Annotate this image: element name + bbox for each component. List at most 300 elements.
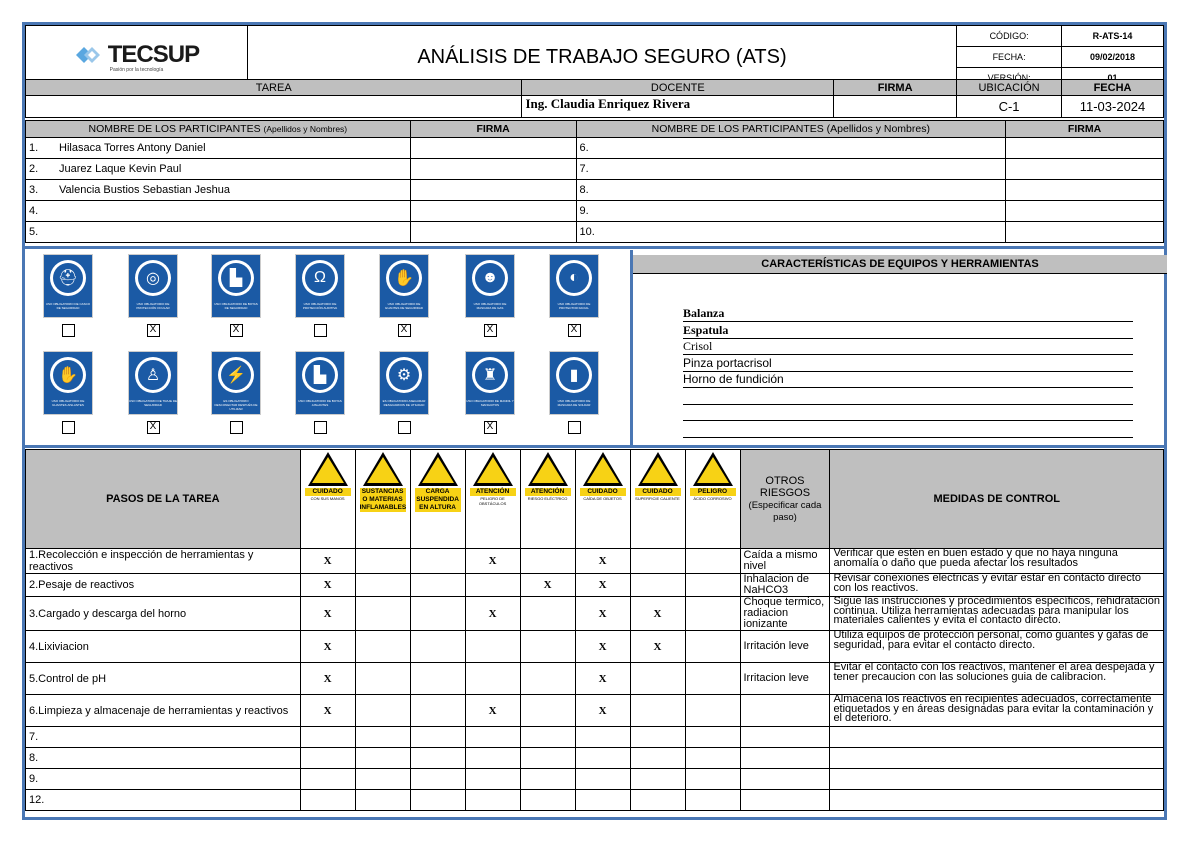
hazard-mark[interactable] [685, 790, 740, 811]
ppe-label: USO OBLIGATORIO DE TRAJE DE SEGURIDAD [129, 399, 178, 407]
participant-num: 4. [29, 205, 39, 217]
otros-riesgos[interactable] [740, 748, 830, 769]
hazard-mark[interactable] [410, 549, 465, 574]
apron-icon-glyph: ♜ [475, 360, 505, 390]
ppe-sign [208, 254, 264, 337]
otros-riesgos[interactable]: Choque termico, radiacion ionizante [740, 597, 830, 631]
participants-header-sub: (Apellidos y Nombres) [263, 124, 348, 134]
hazard-mark[interactable]: X [300, 663, 355, 695]
hazard-mark[interactable]: X [300, 631, 355, 663]
ubicacion-label: UBICACIÓN [957, 80, 1062, 96]
form-title: ANÁLISIS DE TRABAJO SEGURO (ATS) [247, 26, 956, 89]
hazard-header-cell [355, 450, 410, 549]
hazard-mark[interactable] [355, 790, 410, 811]
hazard-mark[interactable]: X [575, 549, 630, 574]
guards-icon-glyph: ⚙ [389, 360, 419, 390]
hazard-sub: CAÍDA DE OBJETOS [583, 496, 622, 501]
participant-num: 8. [579, 184, 589, 196]
apron-icon [465, 351, 515, 415]
hazard-mark[interactable] [410, 790, 465, 811]
hazard-mark[interactable] [355, 769, 410, 790]
ear-protection-icon-glyph: Ω [305, 263, 335, 293]
otros-riesgos[interactable] [740, 727, 830, 748]
ppe-checkbox[interactable] [314, 421, 327, 434]
hazard-mark[interactable] [630, 663, 685, 695]
hazard-mark[interactable] [410, 695, 465, 727]
hazard-mark[interactable]: X [575, 695, 630, 727]
gas-mask-icon [465, 254, 515, 318]
participant-num: 10. [579, 226, 595, 238]
hazard-mark[interactable] [465, 790, 520, 811]
hazard-mark[interactable] [465, 663, 520, 695]
participant-num: 7. [579, 163, 589, 175]
hazard-mark[interactable]: X [465, 597, 520, 631]
hazard-mark[interactable] [520, 663, 575, 695]
hazard-mark[interactable] [520, 790, 575, 811]
ppe-section [25, 250, 630, 445]
face-shield-icon [549, 254, 599, 318]
tecsup-logo-icon [74, 44, 104, 66]
hand-crush-icon [304, 450, 352, 514]
hazard-mark[interactable] [630, 769, 685, 790]
equipment-section [630, 250, 1167, 445]
hazard-mark[interactable]: X [575, 663, 630, 695]
ppe-label: USO OBLIGATORIO DE GUANTES AISLANTES [51, 399, 85, 407]
ppe-sign [462, 351, 518, 434]
hazard-header-cell [630, 450, 685, 549]
goggles-icon [128, 254, 178, 318]
medida-control[interactable]: Verificar que estén en buen estado y que no haya ninguna anomalía o daño que pueda afectar los resultados [830, 549, 1164, 574]
ppe-checkbox[interactable] [62, 421, 75, 434]
hazard-header-cell [465, 450, 520, 549]
face-shield-icon-glyph: ◐ [559, 263, 589, 293]
trip-hazard-icon [469, 450, 517, 514]
ppe-sign [125, 254, 181, 337]
ppe-sign [546, 351, 602, 434]
hazard-title: CUIDADO [580, 488, 626, 496]
hazard-title: CARGA SUSPENDIDA EN ALTURA [416, 488, 459, 511]
step-name[interactable]: 9. [26, 769, 301, 790]
hazard-mark[interactable] [465, 727, 520, 748]
ppe-checkbox[interactable]: X [484, 421, 497, 434]
falling-objects-icon [579, 450, 627, 514]
hazard-mark[interactable] [410, 769, 465, 790]
step-name[interactable]: 3.Cargado y descarga del horno [26, 597, 301, 631]
hazard-mark[interactable] [520, 597, 575, 631]
medida-control[interactable] [830, 769, 1164, 790]
hazard-sub: SUPERFICIE CALIENTE [635, 496, 680, 501]
ppe-label: ES OBLIGATORIO DESCONECTAR DESPUÉS DE UTILIZAR [214, 399, 258, 411]
ppe-checkbox[interactable]: X [147, 421, 160, 434]
helmet-icon-glyph: ⛑ [53, 263, 83, 293]
step-name[interactable]: 2.Pesaje de reactivos [26, 574, 301, 597]
participant-num: 5. [29, 226, 39, 238]
insulated-boots-icon [295, 351, 345, 415]
hazard-mark[interactable] [465, 769, 520, 790]
guards-icon [379, 351, 429, 415]
ppe-checkbox[interactable] [398, 421, 411, 434]
fecha-field[interactable]: 11-03-2024 [1062, 96, 1164, 118]
step-row [26, 574, 1164, 597]
hazard-mark[interactable] [520, 748, 575, 769]
otros-riesgos[interactable]: Inhalacion de NaHCO3 [740, 574, 830, 597]
ppe-sign [376, 254, 432, 337]
medida-control[interactable]: Evitar el contacto con los reactivos, mantener el area despejada y tener precaucion con las soluciones guia de calibracion. [830, 663, 1164, 695]
participant-signature[interactable] [410, 159, 576, 180]
hazard-mark[interactable]: X [630, 631, 685, 663]
otros-header-title: OTROS RIESGOS [759, 475, 811, 499]
step-name[interactable]: 7. [26, 727, 301, 748]
ppe-label: USO OBLIGATORIO DE MASCARA DE SOLDAR [557, 399, 591, 407]
hazard-header-cell [575, 450, 630, 549]
ppe-label: USO OBLIGATORIO DE CASCO DE SEGURIDAD [45, 302, 91, 310]
medida-control[interactable]: Sigue las instrucciones y procedimientos específicos, rehidratacion continua. Utiliza herramientas adecuadas para manipular los materiales calientes y evita el contacto directo. [830, 597, 1164, 631]
participant-row[interactable] [26, 138, 411, 159]
hazard-mark[interactable] [685, 549, 740, 574]
gas-mask-icon-glyph: ☻ [475, 263, 505, 293]
hazard-mark[interactable]: X [300, 597, 355, 631]
boots-icon-glyph: ▙ [221, 263, 251, 293]
firma-field[interactable] [834, 96, 957, 118]
step-row [26, 695, 1164, 727]
otros-riesgos[interactable]: Irritacion leve [740, 663, 830, 695]
disconnect-icon [211, 351, 261, 415]
hazard-mark[interactable] [685, 663, 740, 695]
participants-header-right [576, 121, 1006, 138]
ppe-label: USO OBLIGATORIO DE BOTAS AISLANTES [298, 399, 342, 407]
participant-num: 1. [29, 142, 39, 154]
step-name[interactable]: 6.Limpieza y almacenaje de herramientas y reactivos [26, 695, 301, 727]
ppe-checkbox[interactable] [230, 421, 243, 434]
hazard-mark[interactable] [630, 549, 685, 574]
participant-row[interactable] [26, 222, 411, 243]
hazard-mark[interactable] [685, 727, 740, 748]
hazard-mark[interactable] [630, 748, 685, 769]
ppe-sign [40, 351, 96, 434]
hazard-mark[interactable] [685, 748, 740, 769]
otros-riesgos[interactable] [740, 695, 830, 727]
hazard-mark[interactable] [465, 574, 520, 597]
ppe-checkbox[interactable] [314, 324, 327, 337]
ppe-label: USO OBLIGATORIO DE MASCARA DE GAS [473, 302, 507, 310]
ats-form [22, 22, 1167, 820]
codigo-value: R-ATS-14 [1062, 26, 1164, 47]
disconnect-icon-glyph: ⚡ [221, 360, 251, 390]
version-value: 01 [1062, 68, 1164, 89]
hazard-mark[interactable] [685, 769, 740, 790]
participants-firma-header-right: FIRMA [1006, 121, 1164, 138]
equipment-header: CARACTERÍSTICAS DE EQUIPOS Y HERRAMIENTAS [633, 255, 1167, 274]
ppe-checkbox[interactable] [62, 324, 75, 337]
ppe-checkbox[interactable]: X [147, 324, 160, 337]
participant-name: Juarez Laque Kevin Paul [59, 163, 182, 175]
hazard-sub: PELIGRO DE OBSTÁCULOS [478, 496, 507, 506]
equipment-item[interactable] [683, 421, 1133, 438]
medida-control[interactable]: Revisar conexiones electricas y evitar estar en contacto directo con los reactivos. [830, 574, 1164, 597]
ppe-checkbox[interactable]: X [568, 324, 581, 337]
participant-signature[interactable] [410, 222, 576, 243]
ppe-checkbox[interactable]: X [230, 324, 243, 337]
hazard-sub: RIESGO ELÉCTRICO [527, 496, 568, 501]
hazard-mark[interactable]: X [630, 597, 685, 631]
hazard-title: ATENCIÓN [470, 488, 516, 496]
hazard-title: CUIDADO [305, 488, 351, 496]
fecha-label: FECHA: [957, 47, 1062, 68]
hazard-mark[interactable] [355, 663, 410, 695]
hazard-header-cell [300, 450, 355, 549]
hazard-mark[interactable] [520, 769, 575, 790]
participant-row[interactable] [26, 180, 411, 201]
step-row [26, 748, 1164, 769]
participant-row[interactable] [576, 201, 1006, 222]
otros-riesgos[interactable]: Caída a mismo nivel [740, 549, 830, 574]
hazard-mark[interactable] [520, 549, 575, 574]
goggles-icon-glyph: ◎ [138, 263, 168, 293]
welding-mask-icon [549, 351, 599, 415]
step-row [26, 597, 1164, 631]
ppe-sign [292, 254, 348, 337]
hazard-mark[interactable] [520, 631, 575, 663]
logo-tagline: Pasión por la tecnología [109, 67, 164, 73]
gloves-icon [379, 254, 429, 318]
medida-control[interactable] [830, 727, 1164, 748]
hazard-title: ATENCIÓN [525, 488, 571, 496]
participant-signature[interactable] [1006, 222, 1164, 243]
participant-row[interactable] [576, 180, 1006, 201]
hazard-mark[interactable] [520, 695, 575, 727]
participant-row[interactable] [26, 159, 411, 180]
hazard-mark[interactable] [355, 727, 410, 748]
ppe-sign [376, 351, 432, 434]
participant-row[interactable] [576, 159, 1006, 180]
hazard-mark[interactable] [355, 597, 410, 631]
participant-num: 3. [29, 184, 39, 196]
equipment-item[interactable]: Pinza portacrisol [683, 355, 1133, 372]
docente-label: DOCENTE [522, 80, 834, 96]
ubicacion-field[interactable]: C-1 [957, 96, 1062, 118]
equipment-item[interactable]: Horno de fundición [683, 371, 1133, 388]
insulated-boots-icon-glyph: ▙ [305, 360, 335, 390]
participant-num: 2. [29, 163, 39, 175]
insulated-gloves-icon [43, 351, 93, 415]
otros-header-sub: (Especificar cada paso) [748, 500, 822, 523]
participant-num: 9. [579, 205, 589, 217]
hazard-mark[interactable] [410, 727, 465, 748]
hazard-mark[interactable] [300, 790, 355, 811]
hazard-mark[interactable] [300, 769, 355, 790]
hazard-mark[interactable]: X [520, 574, 575, 597]
medida-control[interactable] [830, 790, 1164, 811]
version-label: VERSIÓN: [957, 68, 1062, 89]
participant-row[interactable] [576, 222, 1006, 243]
ppe-sign [292, 351, 348, 434]
participants-header-bold-right: NOMBRE DE LOS PARTICIPANTES [651, 123, 824, 135]
ppe-label: USO OBLIGATORIO DE BOTAS DE SEGURIDAD [214, 302, 258, 310]
hazard-mark[interactable] [355, 748, 410, 769]
participant-signature[interactable] [410, 180, 576, 201]
step-row [26, 663, 1164, 695]
ear-protection-icon [295, 254, 345, 318]
fecha-value: 09/02/2018 [1062, 47, 1164, 68]
coverall-icon [128, 351, 178, 415]
hazard-title: SUSTANCIAS O MATERIAS INFLAMABLES [359, 488, 407, 511]
equipment-item[interactable] [683, 388, 1133, 405]
ppe-label: USO OBLIGATORIO DE MANDIL Y MANGUITOS [466, 399, 514, 407]
hazard-header-cell [520, 450, 575, 549]
ppe-checkbox[interactable]: X [484, 324, 497, 337]
step-row [26, 769, 1164, 790]
insulated-gloves-icon-glyph: ✋ [53, 360, 83, 390]
hazard-header-cell [685, 450, 740, 549]
participant-name: Valencia Bustios Sebastian Jeshua [59, 184, 231, 196]
hazard-mark[interactable] [520, 727, 575, 748]
step-row [26, 631, 1164, 663]
hazard-mark[interactable] [465, 631, 520, 663]
ppe-sign [125, 351, 181, 434]
hazard-mark[interactable] [410, 574, 465, 597]
hazard-mark[interactable] [410, 663, 465, 695]
hot-surface-icon [634, 450, 682, 514]
ppe-sign [208, 351, 264, 434]
participants-header-sub-right: (Apellidos y Nombres) [826, 123, 930, 135]
participant-signature[interactable] [1006, 180, 1164, 201]
hazard-header-cell [410, 450, 465, 549]
hazard-mark[interactable]: X [575, 597, 630, 631]
docente-field[interactable]: Ing. Claudia Enriquez Rivera [522, 96, 834, 118]
medida-control[interactable]: Utiliza equipos de protección personal, como guantes y gafas de seguridad, para evitar el contacto directo. [830, 631, 1164, 663]
equipment-item[interactable] [683, 404, 1133, 421]
hazard-mark[interactable] [575, 769, 630, 790]
hazard-mark[interactable]: X [465, 695, 520, 727]
hazard-mark[interactable]: X [300, 549, 355, 574]
hazard-mark[interactable]: X [575, 631, 630, 663]
participant-row[interactable] [576, 138, 1006, 159]
hazard-mark[interactable] [300, 748, 355, 769]
electric-hazard-icon [524, 450, 572, 514]
hazard-mark[interactable] [410, 631, 465, 663]
hazard-mark[interactable] [355, 695, 410, 727]
suspended-load-icon [414, 450, 462, 514]
tarea-field[interactable] [26, 96, 522, 118]
ppe-label: USO OBLIGATORIO DE PROTECCIÓN OCULAR [136, 302, 170, 310]
hazard-mark[interactable] [685, 631, 740, 663]
step-row [26, 727, 1164, 748]
hazard-mark[interactable] [575, 748, 630, 769]
step-name[interactable]: 1.Recolección e inspección de herramientas y reactivos [26, 549, 301, 574]
participant-signature[interactable] [1006, 159, 1164, 180]
hazard-mark[interactable]: X [300, 695, 355, 727]
hazard-mark[interactable] [465, 748, 520, 769]
ppe-sign [40, 254, 96, 337]
step-name[interactable]: 8. [26, 748, 301, 769]
otros-riesgos[interactable] [740, 790, 830, 811]
hazard-mark[interactable]: X [465, 549, 520, 574]
fecha-col-label: FECHA [1062, 80, 1164, 96]
ppe-label: USO OBLIGATORIO DE PROTECCIÓN AUDITIVA [302, 302, 338, 310]
hazard-sub: ÁCIDO CORROSIVO [693, 496, 732, 501]
participant-num: 6. [579, 142, 589, 154]
pasos-header: PASOS DE LA TAREA [26, 450, 301, 549]
hazard-mark[interactable] [630, 574, 685, 597]
hazard-mark[interactable] [685, 597, 740, 631]
hazard-mark[interactable] [685, 695, 740, 727]
equipment-item[interactable]: Crisol [683, 338, 1133, 355]
hazard-mark[interactable] [410, 597, 465, 631]
participants-table [25, 120, 1164, 243]
helmet-icon [43, 254, 93, 318]
hazard-mark[interactable]: X [575, 574, 630, 597]
step-name[interactable]: 12. [26, 790, 301, 811]
ppe-label: USO OBLIGATORIO DE PROTECTOR FACIAL [557, 302, 591, 310]
hazard-title: PELIGRO [690, 488, 736, 496]
participant-name: Hilasaca Torres Antony Daniel [59, 142, 206, 154]
hazard-mark[interactable] [630, 727, 685, 748]
step-name[interactable]: 5.Control de pH [26, 663, 301, 695]
ppe-label: USO OBLIGATORIO DE GUANTES DE SEGURIDAD [384, 302, 424, 310]
hazard-mark[interactable] [355, 549, 410, 574]
ppe-sign [546, 254, 602, 337]
ppe-checkbox[interactable] [568, 421, 581, 434]
participant-row[interactable] [26, 201, 411, 222]
participant-signature[interactable] [1006, 201, 1164, 222]
step-name[interactable]: 4.Lixiviacion [26, 631, 301, 663]
hazard-mark[interactable] [355, 574, 410, 597]
medida-control[interactable]: Almacena los reactivos en recipientes adecuados, correctamente etiquetados y en áreas designadas para evitar la contaminación y el deterioro. [830, 695, 1164, 727]
hazard-sub: CON SUS MANOS [310, 496, 345, 501]
corrosive-icon [689, 450, 737, 514]
otros-header [740, 450, 830, 549]
hazard-mark[interactable] [575, 790, 630, 811]
participant-signature[interactable] [410, 201, 576, 222]
coverall-icon-glyph: ♙ [138, 360, 168, 390]
tarea-label: TAREA [26, 80, 522, 96]
logo-text: TECSUP [107, 41, 200, 68]
task-table [25, 79, 1164, 118]
otros-riesgos[interactable]: Irritación leve [740, 631, 830, 663]
participant-signature[interactable] [410, 138, 576, 159]
hazard-mark[interactable] [575, 727, 630, 748]
hazard-title: CUIDADO [635, 488, 681, 496]
boots-icon [211, 254, 261, 318]
section-divider [25, 246, 1164, 249]
ppe-checkbox[interactable]: X [398, 324, 411, 337]
section-divider [25, 445, 1164, 448]
hazard-mark[interactable] [300, 727, 355, 748]
participant-signature[interactable] [1006, 138, 1164, 159]
medidas-header: MEDIDAS DE CONTROL [830, 450, 1164, 549]
firma-label: FIRMA [834, 80, 957, 96]
steps-table [25, 449, 1164, 811]
equipment-item[interactable]: Balanza [683, 305, 1133, 322]
otros-riesgos[interactable] [740, 769, 830, 790]
participants-header-bold: NOMBRE DE LOS PARTICIPANTES [88, 123, 261, 135]
hazard-mark[interactable] [630, 695, 685, 727]
hazard-mark[interactable]: X [300, 574, 355, 597]
equipment-item[interactable]: Espatula [683, 322, 1133, 339]
ppe-sign [462, 254, 518, 337]
hazard-mark[interactable] [630, 790, 685, 811]
ppe-label: ES OBLIGATORIO ASEGURAR RESGUARDOS DE UTILIDAD [382, 399, 426, 407]
gloves-icon-glyph: ✋ [389, 263, 419, 293]
welding-mask-icon-glyph: ▮ [559, 360, 589, 390]
hazard-mark[interactable] [355, 631, 410, 663]
hazard-mark[interactable] [410, 748, 465, 769]
flammable-icon [359, 450, 407, 514]
participants-firma-header-left: FIRMA [410, 121, 576, 138]
step-row [26, 549, 1164, 574]
medida-control[interactable] [830, 748, 1164, 769]
hazard-mark[interactable] [685, 574, 740, 597]
